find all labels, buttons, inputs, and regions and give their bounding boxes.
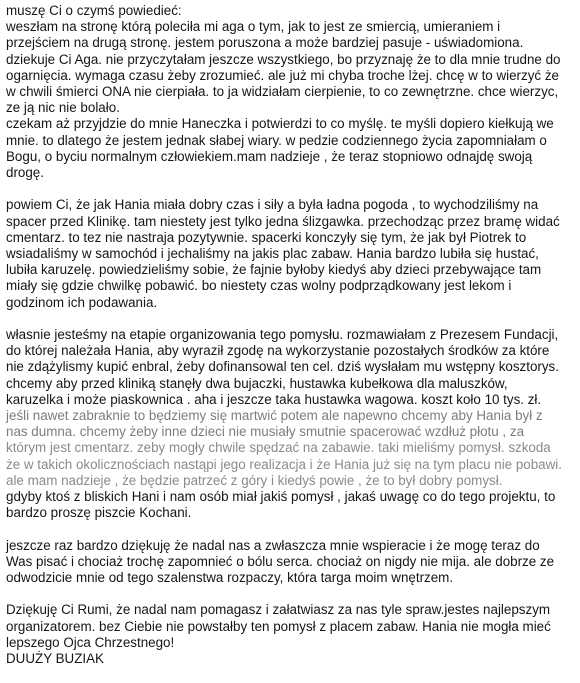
text-line: godzinom ich podawania. [6,294,158,310]
text-line: Dziękuję Ci Rumi, że nadal nam pomagasz i załatwiasz za nas tyle spraw.jestes najlepszym [6,602,551,618]
paragraph [6,602,576,667]
text-line: organizatorem. bez Ciebie nie powstałby ten pomysł z placem zabaw. Hania nie mogła mieć [6,618,551,634]
text-line: drogę. [6,165,44,181]
text-line: bardzo proszę piszcie Kochani. [6,505,192,521]
text-line: lepszego Ojca Chrzestnego! [6,634,175,650]
text-line: że w takich okolicznościach nastąpi jego realizacja i że Hania już się na tym placu nie pobawi. [6,456,562,472]
text-line: ogarnięcia. wymaga czasu żeby zrozumieć. ale już mi chyba troche lżej. chcę w to wierzyć że [6,67,559,83]
paragraph [6,3,576,181]
text-line: czekam aż przyjdzie do mnie Haneczka i potwierdzi to co myślę. te myśli dopiero kiełkują we [6,116,554,132]
text-line: gdyby ktoś z bliskich Hani i nam osób miał jakiś pomysł , jakaś uwagę co do tego projektu, to [6,489,556,505]
text-line: spacer przed Klinikę. tam niestety jest tylko jedna ślizgawka. przechodząc przez bramę widać [6,213,560,229]
text-line: jeszcze raz bardzo dziękuję że nadal nas a zwłaszcza mnie wspieracie i że mogę teraz do [6,537,540,553]
paragraph [6,327,576,521]
text-line: powiem Ci, że jak Hania miała dobry czas i siły a była ładna pogoda , to wychodziliśmy na [6,197,539,213]
text-line: karuzelka i może piaskownica . aha i jeszcze taka hustawka wagowa. koszt koło 10 tys. zł. [6,391,542,407]
letter-text [6,3,576,683]
text-line: weszłam na stronę którą poleciła mi aga o tym, jak to jest ze smiercią, umieraniem i [6,19,501,35]
text-line: ze ją nic nie bolało. [6,100,120,116]
text-line: przejściem na drugą stronę. jestem poruszona a może bardziej pasuje - uświadomiona. [6,35,524,51]
paragraph [6,197,576,310]
text-line: Was pisać i chociaż trochę zapomnieć o bólu serca. chociaż on nigdy nie mija. ale dobrze ze [6,553,555,569]
text-line: muszę Ci o czymś powiedieć: [6,3,182,18]
text-line: własnie jesteśmy na etapie organizowania tego pomysłu. rozmawiałam z Prezesem Fundacji, [6,327,559,343]
text-line: wsiadaliśmy w samochód i jechaliśmy na jakis plac zabaw. Hania bardzo lubiła się hustać, [6,246,539,262]
text-line: ale mam nadzieje , że będzie patrzeć z góry i kiedyś powie , że to był dobry pomysł. [6,472,503,488]
text-line: którym jest cmentarz. zeby mogły chwile spędzać na zabawie. taki mieliśmy pomysł. szkoda [6,440,551,456]
text-line: dziekuje Ci Aga. nie przyczytałam jeszcze wszystkiego, bo przyznaję że to dla mnie trudne do [6,51,561,67]
text-line: do której należała Hania, aby wyraził zgodę na wykorzystanie pozostałych środków za które [6,343,550,359]
text-line: jeśli nawet zabraknie to będziemy się martwić potem ale napewno chcemy aby Hania był z [6,408,543,424]
text-line: Bogu, o byciu normalnym człowiekiem.mam nadzieje , że teraz stopniowo odnajdę swoją [6,148,533,164]
signoff-line: DUUŻY BUZIAK [6,651,104,667]
paragraph [6,538,576,587]
text-line: w chwili śmierci ONA nie cierpiała. to ja widziałam cierpienie, to co zewnętrzne. chce wierzyc, [6,84,559,100]
text-line: chcemy aby przed kliniką stanęły dwa bujaczki, hustawka kubełkowa dla maluszków, [6,375,508,391]
text-line: nie zdążylismy kupić enbral, żeby dofinansowal ten cel. dziś wysłałam mu wstępny kosztorys. [6,359,559,375]
text-line: miały się gdzie chwilkę pobawić. bo niestety czas wolny podprządkowany jest lekom i [6,278,512,294]
text-line: lubiła karuzelę. powiedzieliśmy sobie, że fajnie byłoby kiedyś aby dzieci przebywające tam [6,262,542,278]
text-line: cmentarz. to tez nie nastraja pozytywnie. spacerki konczyły się tym, że jak był Piotrek to [6,229,527,245]
text-line: odwodzicie mnie od tego szalenstwa rozpaczy, która targa moim wnętrzem. [6,570,454,586]
text-line: mnie. to dlatego że jestem jednak słabej wiary. w pedzie codziennego życia zapomniałam o [6,132,547,148]
text-line: nas dumna. chcemy żeby inne dzieci nie musiały smutnie spacerować wzdłuż płotu , za [6,424,525,440]
